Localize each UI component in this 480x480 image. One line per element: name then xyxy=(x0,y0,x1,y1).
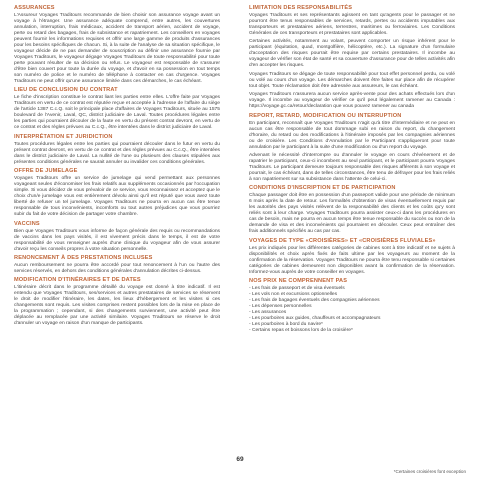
section-paragraph: L'Assureur Voyages Traditours recommande de bien choisir son assurance voyage avant un voyage à l'étranger. Une assurance adéquate comprend, entre autres, les couvertures annulation, interruption, frais médicaux, accident de transport aérien, accident de voyage, perte ou retard des bagages, frais de subsistance et rapatriement. Les conseillers en voyages peuvent fournir les informations requises et offrir une large gamme de produits d'assurances pour les besoins spécifiques de chacun. Si, à la suite de l'analyse de sa situation spécifique, le voyageur décide de ne pas demander de souscription au définir une assurance fournie par Voyages Traditours, le voyageur dégage Voyages Traditours de toute responsabilité pour toute perte pouvant résulter de sa décision ou refus. Le voyageur est responsable de s'assurer d'être bien couvert pour toute la durée du voyage, et d'avoir en sa possession en tout temps son numéro de police et le numéro de téléphone à contacter en cas d'urgence. Voyages Traditours ne peut offrir qu'une assurance limitée dans ces démarches, le cas échéant. xyxy=(14,13,220,84)
section-paragraph: Toutes procédures légales entre les parties qui pourraient découler dans le futur en vertu du présent contrat devront, en vertu de ce contrat et des règles prévues au C.c.Q., être intentées dans le district judiciaire de Laval. La nullité de l'une ou plusieurs des clauses stipulées aux présentes conditions générales ne saurait annuler ou invalider ces conditions générales. xyxy=(14,141,220,165)
section-offre-jumelage xyxy=(14,168,220,218)
section-paragraph: Voyages Traditours n'assurera aucun service après-vente pour des achats effectués lors d'un voyage. Il incombe au voyageur de vérifier ce qu'il peut légalement ramener au Canada : https://voyage.gc.ca/retour/declaration que vous pouvez ramener au canada xyxy=(249,92,455,110)
section-paragraph: Le fiche d'inscription constitue le contrat liant les parties entre elles. L'offre faite par Voyages Traditours en vertu de ce contrat est réputée reçue et acceptée à l'adresse de l'affaire du siège de l'article 1387 C.c.Q. soit le principale place d'affaires de Voyages Traditours, située au 1575 boulevard de l'Avenir, Laval, QC, district judiciaire de Laval. Toutes procédures légales entre les parties qui pourraient découler de la faute en vertu du présent contrat devront, en vertu de ce contrat et des règles prévues au C.c.Q., être intentées dans le district judiciaire de Laval. xyxy=(14,95,220,131)
list-item: - Les assurances xyxy=(249,310,455,316)
section-prix-ne-comprennent-pas xyxy=(249,278,455,334)
list-item: - Certains repas et boissons lors de la croisière* xyxy=(249,328,455,334)
section-paragraph: L'itinéraire décrit dans le programme détaillé du voyage est donné à titre indicatif. Il est entendu que Voyages Traditours, ses/services et autres prestataires de services se réservent le droit de modifier l'itinéraire, les dates, les lieux d'hébergement et les visites si ces changements sont requis. Les visites comprises restent possibles lors de la mise en place de la programmation ; cependant, si des changements surviennent, une activité peut être déplacée au remplacée par une activité similaire. Voyages Traditours se réserve le droit d'annuler un voyage en raison d'un manque de participants. xyxy=(14,285,220,327)
section-limitation-responsabilites xyxy=(249,5,455,110)
page-number: 69 xyxy=(236,456,244,463)
section-heading: MODIFICATION D'ITINÉRAIRES ET DE DATES xyxy=(14,277,141,284)
list-item: - Les frais de passeport et de visa éventuels xyxy=(249,286,455,292)
section-heading: CONDITIONS D'INSCRIPTION ET DE PARTICIPATION xyxy=(249,185,396,192)
section-paragraph: Voyages Traditours et ses représentants agissent en tant qu'agents pour le passager et ne pourront être tenus responsables de services, retards, pertes ou accidents imputables aux transporteurs et prestataires aériens, terrestres, maritimes ou ferroviaires. Les Conditions Générales de ces transporteurs et prestataires sont applicables. xyxy=(249,13,455,36)
list-item: - Les vols non et excursions optionnelles xyxy=(249,292,455,298)
section-paragraph: Voyages Traditours se dégage de toute responsabilité pour tout effet personnel perdu, ou volé ou volé au cours d'un voyage. Les démarches doivent être faites sur place afin de récupérer tout objet. Toute réclamation doit être adressée aux assureurs, le cas échéant. xyxy=(249,71,455,89)
section-renoncement xyxy=(14,255,220,275)
section-paragraph: Certaines activités, notamment au volant, peuvent comporter un risque inhérent pour le participant (équitation, quad, montgolfière, hélicoptère, etc.). La signature d'un formulaire d'acceptation des risques pourrait être requise par certains prestataires. Il incombe au voyageur de vérifier son état de santé et sa couverture d'assurance pour de telles activités afin d'en accepter les risques. xyxy=(249,39,455,69)
section-assurances xyxy=(14,5,220,85)
section-lieu-conclusion xyxy=(14,87,220,131)
section-heading: RENONCEMENT À DES PRESTATIONS INCLUSES xyxy=(14,254,153,261)
section-heading: NOS PRIX NE COMPRENNENT PAS xyxy=(249,278,348,285)
section-croisieres xyxy=(249,238,455,276)
section-heading: LIEU DE CONCLUSION DU CONTRAT xyxy=(14,87,118,94)
list-item: - Les pourboires aux guides, chauffeurs et accompagnateurs xyxy=(249,316,455,322)
section-heading: ASSURANCES xyxy=(14,5,55,11)
left-column xyxy=(14,5,220,330)
right-column xyxy=(249,5,455,336)
section-interpretation xyxy=(14,134,220,166)
section-vaccins xyxy=(14,221,220,253)
section-paragraph: Bien que Voyages Traditours vous informe de façon générale des requis ou recommandations de vaccins dans les pays visités, il est vivement précis dans le temps, il est de votre responsabilité de vous renseigner auprès d'une clinique du voyageur afin de vous assurer d'avoir reçu les conseils propres à votre situation personnelle. xyxy=(14,228,220,252)
section-heading: REPORT, RETARD, MODIFICATION OU INTERRUPTION xyxy=(249,112,402,119)
section-modification-itineraires xyxy=(14,277,220,327)
section-heading: OFFRE DE JUMELAGE xyxy=(14,168,78,175)
section-conditions-inscription xyxy=(249,185,455,235)
section-paragraph: En participant, reconnaît que Voyages Traditours n'agit qu'à titre d'intermédiaire et ne peut en aucun cas être responsable de tout dommage subi en raison du report, du changement d'horaire, du retard ou des modifications à l'itinéraire imposés par les compagnies aériennes ou de croisière. Les Conditions d'Annulation par le Participant s'appliqueront pour toute annulation par le participant à la suite d'une modification ou d'un report du voyage. xyxy=(249,120,455,150)
section-report-retard xyxy=(249,113,455,183)
section-heading: LIMITATION DES RESPONSABILITÉS xyxy=(249,5,353,11)
exclusions-list xyxy=(249,286,455,334)
section-paragraph: Advenant le nécessité d'interrompre ou d'annuler le voyage en cours d'événement et de rapatrier le participant, ceux-ci incombent au seul participant, et le participant pourra Voyages Traditours. Le participant demeure toujours responsable des risques afférents à son voyage et pourrait, le cas échéant, dans de telles circonstances, être tenu de défrayer pour les frais reliés à son rapatriement sur sa subsistance dans l'attente de celui-ci. xyxy=(249,152,455,182)
section-heading: VOYAGES DE TYPE «CROISIÈRES» ET «CROISIÈRES FLUVIALES» xyxy=(249,237,436,244)
list-item: - Les dépenses personnelles xyxy=(249,304,455,310)
section-paragraph: Aucun remboursement ne pourra être accordé pour tout renoncement à l'un ou l'autre des services réservés, en dehors des conditions générales d'annulation décrites ci-dessus. xyxy=(14,262,220,274)
section-paragraph: Voyages Traditours offre un service de jumelage qui vend permettant aux personnes voyageant seules d'économiser les frais relatifs aux suppléments occasionnés par l'occupation simple. Si vous décidez de vous prévaloir de ce service, vous reconnaissez et acceptez que le choix d'un/e jumelage vous est entièrement dévolu ainsi qu'il est réputé que vous avez toute liberté de refuser un tel jumelage. Voyages Traditours ne pourra en aucun cas être tenue responsable de tous inconvénients, incomforts ou tout autres préjudices que vous pourriez subir du fait de votre décision de partager votre chambre. xyxy=(14,176,220,218)
section-heading: INTERPRÉTATION ET JURIDICTION xyxy=(14,133,113,140)
section-paragraph: Les prix indiqués pour les différentes catégories de cabines sont à titre indicatif et ne sujets à disponibilités et choix après fixés de faits ultime par les voyageurs au moment de la confirmation de la réservation. Voyages Traditours ne pourra être tenu responsable si certaines catégories de cabines demeurent non disponibles avant la confirmation de la réservation. Informez-vous auprès de votre conseiller en voyages. xyxy=(249,245,455,275)
list-item: - Les frais de bagages éventuels des compagnies aériennes xyxy=(249,298,455,304)
section-paragraph: Chaque passager doit être en possession d'un passeport valide pour une période de minimum 6 mois après la date de retour. Les formalités d'obtention de visas éventuellement requis par les autorités des pays visités relèvent de la responsabilité des clients et les coûts qu'y sont reliés sont à leur charge. Voyages Traditours pourra assister ceux-ci dans les procédures en cas de besoin, mais ne pourra en aucun temps être tenue responsable du succès ou non de la demande de visa et des inconvénients qui pourraient en découler. Ceux peut entraîner des frais additionnels spécifiés au cas par cas. xyxy=(249,193,455,235)
list-item: - Les pourboires à bord du navire* xyxy=(249,322,455,328)
footnote: *Certaines croisières font exception xyxy=(393,469,466,474)
section-heading: VACCINS xyxy=(14,220,40,227)
